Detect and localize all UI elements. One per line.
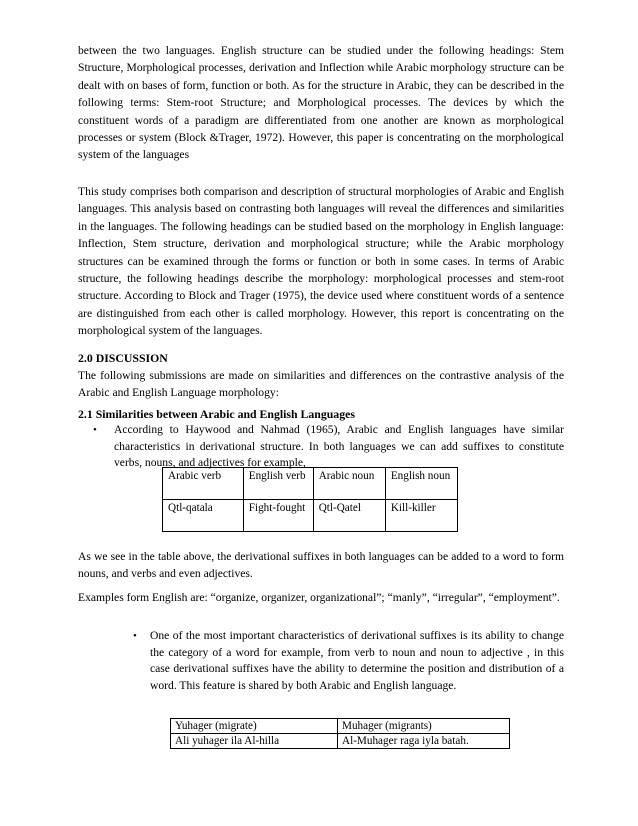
bullet-icon: •: [93, 424, 97, 436]
table-cell: English verb: [243, 468, 313, 500]
table-cell: Qtl-qatala: [163, 500, 244, 532]
table-cell: English noun: [385, 468, 457, 500]
heading-similarities: 2.1 Similarities between Arabic and English Languages: [78, 407, 355, 421]
table-derivational-examples: [162, 467, 458, 532]
paragraph-study: This study comprises both comparison and description of structural morphologies of Arabic and English languages. This analysis based on contrasting both languages will reveal the differences and similarities in the languages. The following headings can be studied based on the morphology in English language: Inflection, Stem structure, derivation and morphological structure; while the Arabic morphology structures can be examined through the forms or function or both in some cases. In terms of Arabic structure, the following headings describe the morphology: morphological processes and stem-root structure. According to Block and Trager (1975), the device used where constituent words of a sentence are distinguished from each other is called morphology. However, this report is concentrating on the morphological system of the languages.: [78, 185, 564, 338]
paragraph-intro: between the two languages. English structure can be studied under the following headings: Stem Structure, Morphological processes, derivation and Inflection while Arabic morphology structure can be dealt with on bases of form, function or both. As for the structure in Arabic, they can be described in the following terms: Stem-root Structure; and Morphological processes. The devices by which the constituent words of a paradigm are differentiated from one another are known as morphological processes or system (Block &Trager, 1972). However, this paper is concentrating on the morphological system of the languages: [78, 44, 564, 162]
table-cell: Ali yuhager ila Al-hilla: [171, 734, 338, 749]
table-row: [163, 468, 458, 500]
table-cell: Yuhager (migrate): [171, 719, 338, 734]
table-migrate-examples: [170, 718, 510, 749]
table-row: [171, 719, 510, 734]
table-row: [171, 734, 510, 749]
table-cell: Qtl-Qatel: [313, 500, 385, 532]
paragraph-submissions: The following submissions are made on similarities and differences on the contrastive analysis of the Arabic and English Language morphology:: [78, 369, 564, 400]
bullet-icon: •: [133, 630, 137, 642]
paragraph-examples: Examples form English are: “organize, organizer, organizational”; “manly”, “irregular”, “employment”.: [78, 591, 560, 604]
bullet-derivational-suffixes: One of the most important characteristics of derivational suffixes is its ability to change the category of a word for example, from verb to noun and noun to adjective , in this case derivational suffixes have the ability to determine the position and distribution of a word. This feature is shared by both Arabic and English language.: [150, 629, 564, 692]
table-row: [163, 500, 458, 532]
heading-discussion: 2.0 DISCUSSION: [78, 351, 168, 365]
bullet-derivational-structure: According to Haywood and Nahmad (1965), Arabic and English languages have similar characteristics in derivational structure. In both languages we can add suffixes to constitute verbs, nouns, and adjectives for example,: [114, 423, 564, 470]
table-cell: Kill-killer: [385, 500, 457, 532]
table-cell: Fight-fought: [243, 500, 313, 532]
paragraph-table-note: As we see in the table above, the derivational suffixes in both languages can be added to a word to form nouns, and verbs and even adjectives.: [78, 550, 564, 581]
table-cell: Arabic verb: [163, 468, 244, 500]
table-cell: Muhager (migrants): [338, 719, 510, 734]
table-cell: Arabic noun: [313, 468, 385, 500]
table-cell: Al-Muhager raga iyla batah.: [338, 734, 510, 749]
